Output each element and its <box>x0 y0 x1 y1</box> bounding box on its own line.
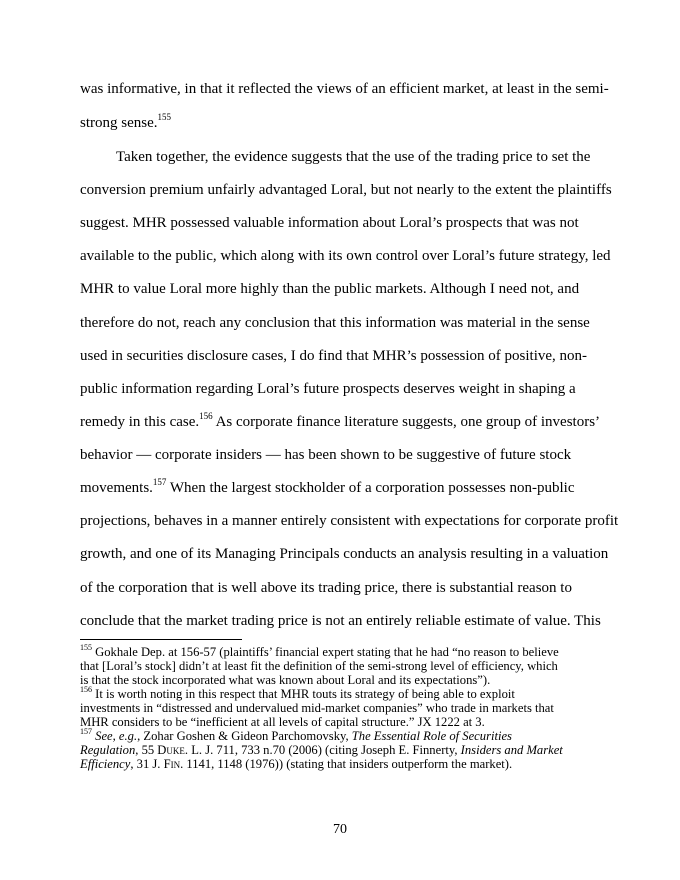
footnote-155: $^{155}$ Gokhale Dep. at 156-57 (plaintiffs’ financial expert stating that he had “no reason to believe <box>80 642 559 659</box>
footnote-156: $^{156}$ It is worth noting in this respect that MHR touts its strategy of being able to exploit <box>80 684 515 701</box>
footnote-ref-157: 157 <box>152 477 167 487</box>
footnote-ref-155: 155 <box>157 112 171 122</box>
body-line: strong sense.$^{155}$ <box>80 112 171 131</box>
body-line: projections, behaves in a manner entirely consistent with expectations for corporate profit <box>80 513 619 529</box>
body-line: was informative, in that it reflected the views of an efficient market, at least in the semi- <box>80 81 609 97</box>
footnote-155-line: that [Loral’s stock] didn’t at least fit the definition of the semi-strong level of efficiency, which <box>80 659 558 673</box>
footnote-157-line: Efficiency, 31 J. Fin. 1141, 1148 (1976)) (stating that insiders outperform the market). <box>80 757 513 771</box>
body-line: used in securities disclosure cases, I do find that MHR’s possession of positive, non- <box>80 348 588 364</box>
footnote-156-line: MHR considers to be “inefficient at all levels of capital structure.” JX 1222 at 3. <box>80 715 485 729</box>
page-number: 70 <box>333 822 347 837</box>
body-line: therefore do not, reach any conclusion that this information was material in the sense <box>80 315 590 331</box>
body-line: remedy in this case.$^{156}$ As corporate finance literature suggests, one group of investors’ <box>80 411 601 430</box>
footnote-ref-156: 156 <box>199 411 213 421</box>
body-line: Taken together, the evidence suggests that the use of the trading price to set the <box>116 149 591 165</box>
footnote-157-line: Regulation, 55 Duke. L. J. 711, 733 n.70 (2006) (citing Joseph E. Finnerty, Insiders and Market <box>80 743 563 757</box>
body-line: behavior — corporate insiders — has been shown to be suggestive of future stock <box>80 447 572 463</box>
footnote-156-line: investments in “distressed and undervalued mid-market companies” who trade in markets that <box>80 701 554 715</box>
body-line: conclude that the market trading price is not an entirely reliable estimate of value. This <box>80 613 601 629</box>
body-line: growth, and one of its Managing Principals conducts an analysis resulting in a valuation <box>80 546 609 562</box>
footnote-155-line: is that the stock incorporated what was known about Loral and its expectations”). <box>80 673 491 687</box>
body-line: of the corporation that is well above its trading price, there is substantial reason to <box>80 580 572 596</box>
body-line: MHR to value Loral more highly than the public markets. Although I need not, and <box>80 281 580 297</box>
footnote-separator <box>80 639 242 640</box>
body-line: movements.$^{157}$ When the largest stockholder of a corporation possesses non-public <box>80 477 575 496</box>
body-line: public information regarding Loral’s future prospects deserves weight in shaping a <box>80 381 576 397</box>
body-line: available to the public, which along with its own control over Loral’s future strategy, led <box>80 248 611 264</box>
body-line: conversion premium unfairly advantaged Loral, but not nearly to the extent the plaintiffs <box>80 182 612 198</box>
footnote-157: $^{157}$ See, e.g., Zohar Goshen & Gideon Parchomovsky, The Essential Role of Securities <box>80 726 512 743</box>
body-line: suggest. MHR possessed valuable information about Loral’s prospects that was not <box>80 215 579 231</box>
